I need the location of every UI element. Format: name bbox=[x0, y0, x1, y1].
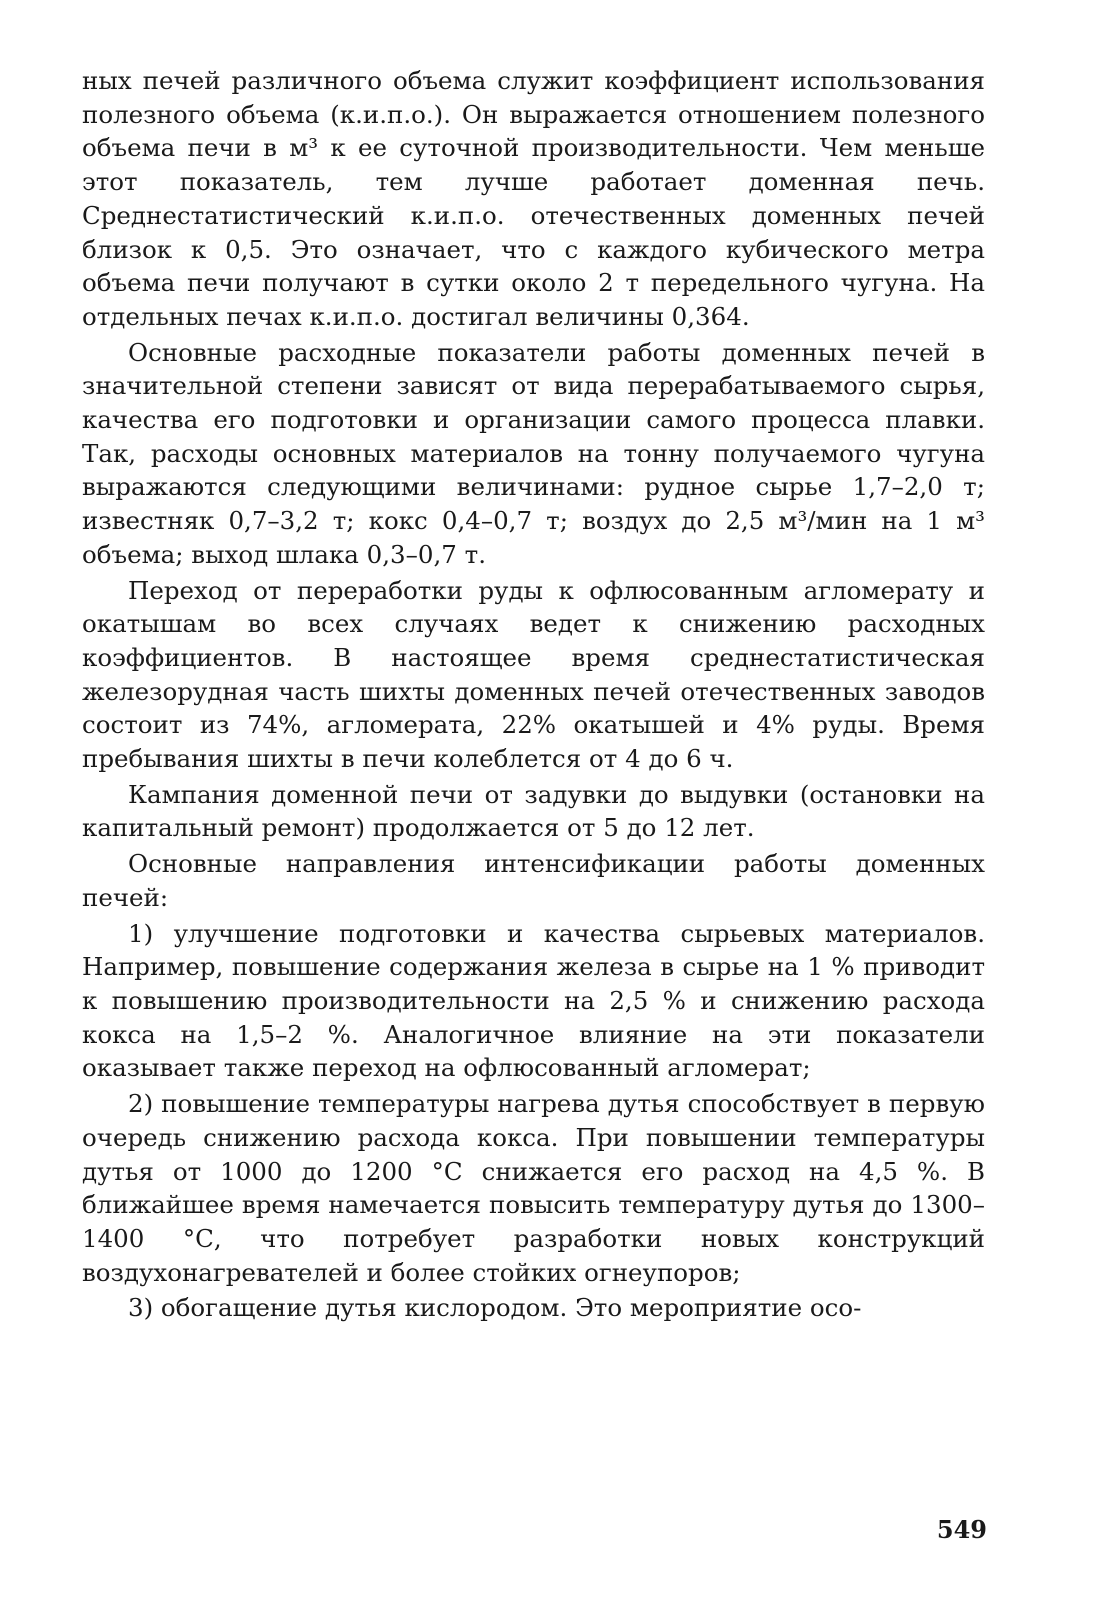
list-item-2: 2) повышение температуры нагрева дутья способствует в первую очередь снижению расхода кокса. При повышении температуры дутья от 1000 до 1200 °С снижается его расход на 4,5 %. В ближайшее время намечается повысить температуру дутья до 1300–1400 °С, что потребует разработки новых конструкций воздухонагревателей и более стойких огнеупоров; bbox=[82, 1089, 985, 1287]
paragraph-3: Переход от переработки руды к офлюсованным агломерату и окатышам во всех случаях ведет к снижению расходных коэффициентов. В настоящее время среднестатистическая железорудная часть шихты доменных печей отечественных заводов состоит из 74%, агломерата, 22% окатышей и 4% руды. Время пребывания шихты в печи колеблется от 4 до 6 ч. bbox=[82, 575, 985, 774]
paragraph-1: ных печей различного объема служит коэффициент использования полезного объема (к.и.п.о.). Он выражается отношением полезного объема печи в м³ к ее суточной производительности. Чем меньше этот показатель, тем лучше работает доменная печь. Среднестатистический к.и.п.о. отечественных доменных печей близок к 0,5. Это означает, что с каждого кубического метра объема печи получают в сутки около 2 т передельного чугуна. На отдельных печах к.и.п.о. достигал величины 0,364. bbox=[82, 66, 985, 331]
paragraph-2: Основные расходные показатели работы доменных печей в значительной степени зависят от вида перерабатываемого сырья, качества его подготовки и организации самого процесса плавки. Так, расходы основных материалов на тонну получаемого чугуна выражаются следующими величинами: рудное сырье 1,7–2,0 т; известняк 0,7–3,2 т; кокс 0,4–0,7 т; воздух до 2,5 м³/мин на 1 м³ объема; выход шлака 0,3–0,7 т. bbox=[82, 337, 985, 569]
list-item-3: 3) обогащение дутья кислородом. Это мероприятие осо- bbox=[128, 1293, 862, 1323]
paragraph-4: Кампания доменной печи от задувки до выдувки (остановки на капитальный ремонт) продолжается от 5 до 12 лет. bbox=[82, 779, 985, 843]
list-item-1: 1) улучшение подготовки и качества сырьевых материалов. Например, повышение содержания железа в сырье на 1 % приводит к повышению производительности на 2,5 % и снижению расхода кокса на 1,5–2 %. Аналогичное влияние на эти показатели оказывает также переход на офлюсованный агломерат; bbox=[82, 918, 985, 1083]
body-text bbox=[82, 64, 985, 1327]
page-number: 549 bbox=[936, 1515, 987, 1544]
paragraph-5: Основные направления интенсификации работы доменных печей: bbox=[82, 849, 985, 912]
